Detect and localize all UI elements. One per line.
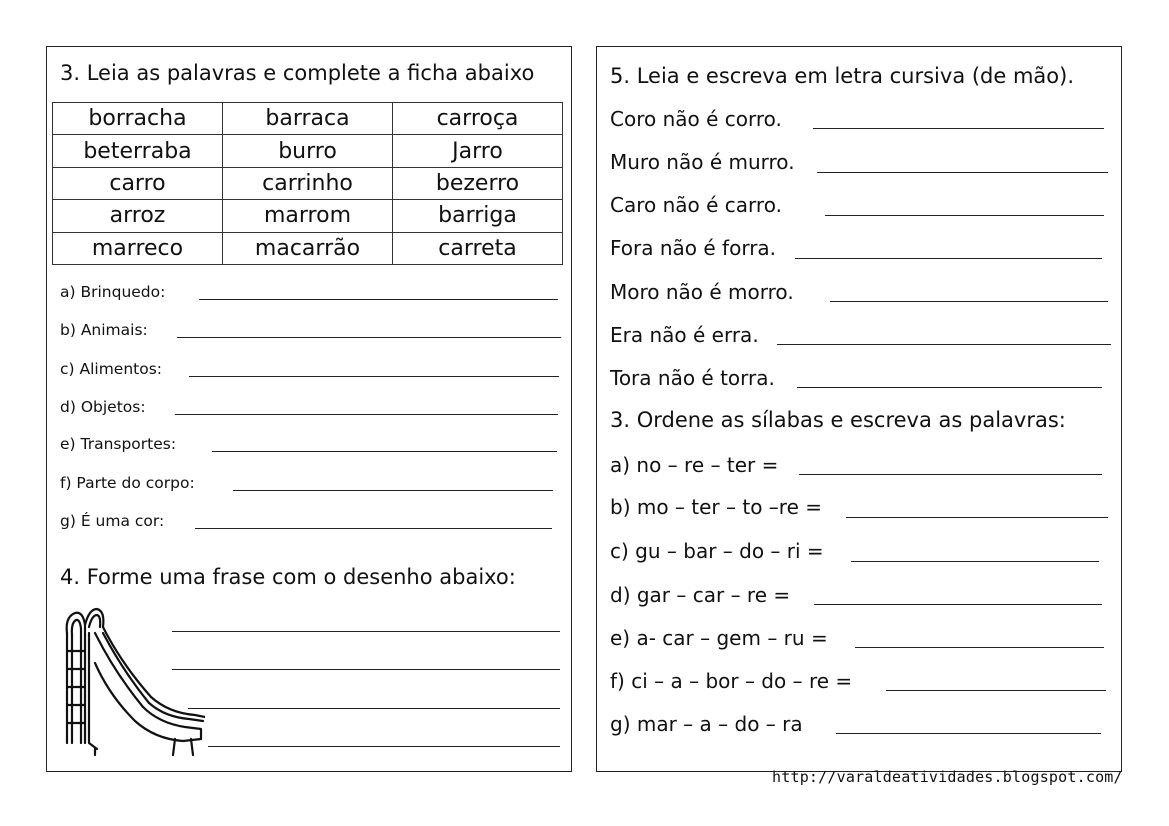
write-line-era[interactable] <box>777 344 1111 345</box>
word-cell: marreco <box>53 232 223 264</box>
word-cell: arroz <box>53 200 223 232</box>
cursive-line-coro: Coro não é corro. <box>610 107 782 131</box>
question-5-title: 5. Leia e escreva em letra cursiva (de mão). <box>610 64 1075 88</box>
write-line-fora[interactable] <box>795 258 1102 259</box>
cursive-line-fora: Fora não é forra. <box>610 236 777 260</box>
word-cell: Jarro <box>393 135 563 167</box>
syllable-line-a: a) no – re – ter = <box>610 453 779 477</box>
word-cell: beterraba <box>53 135 223 167</box>
word-cell: carroça <box>393 103 563 135</box>
answer-line-cor[interactable] <box>195 528 552 529</box>
question-3-title: 3. Leia as palavras e complete a ficha abaixo <box>60 61 535 85</box>
item-objetos: d) Objetos: <box>60 398 146 416</box>
word-table-row <box>53 103 563 135</box>
word-cell: carro <box>53 167 223 199</box>
write-line-e[interactable] <box>855 647 1104 648</box>
write-line-tora[interactable] <box>797 387 1102 388</box>
syllable-line-f: f) ci – a – bor – do – re = <box>610 669 853 693</box>
write-line-f[interactable] <box>886 690 1106 691</box>
answer-line-animais[interactable] <box>177 337 561 338</box>
word-cell: carrinho <box>223 167 393 199</box>
syllable-line-d: d) gar – car – re = <box>610 583 791 607</box>
word-cell: barraca <box>223 103 393 135</box>
sentence-line-1[interactable] <box>172 631 560 632</box>
cursive-line-moro: Moro não é morro. <box>610 280 794 304</box>
question-4-title: 4. Forme uma frase com o desenho abaixo: <box>60 565 516 589</box>
syllable-line-e: e) a- car – gem – ru = <box>610 626 828 650</box>
answer-line-alimentos[interactable] <box>189 376 559 377</box>
word-table-row <box>53 232 563 264</box>
cursive-line-era: Era não é erra. <box>610 323 759 347</box>
write-line-g[interactable] <box>836 733 1101 734</box>
word-cell: marrom <box>223 200 393 232</box>
item-animais: b) Animais: <box>60 321 148 339</box>
write-line-coro[interactable] <box>813 128 1104 129</box>
item-parte-do-corpo: f) Parte do corpo: <box>60 474 195 492</box>
word-cell: burro <box>223 135 393 167</box>
syllable-line-c: c) gu – bar – do – ri = <box>610 539 824 563</box>
word-table-row <box>53 200 563 232</box>
cursive-line-muro: Muro não é murro. <box>610 150 795 174</box>
word-table-row <box>53 135 563 167</box>
slide-drawing-icon <box>55 603 205 758</box>
blog-url[interactable]: http://varaldeatividades.blogspot.com/ <box>772 768 1123 786</box>
sentence-line-2[interactable] <box>172 669 560 670</box>
sentence-line-4[interactable] <box>208 746 560 747</box>
syllable-line-g: g) mar – a – do – ra <box>610 712 803 736</box>
item-brinquedo: a) Brinquedo: <box>60 283 166 301</box>
item-alimentos: c) Alimentos: <box>60 360 163 378</box>
write-line-d[interactable] <box>814 604 1102 605</box>
answer-line-brinquedo[interactable] <box>199 299 558 300</box>
answer-line-objetos[interactable] <box>175 414 558 415</box>
question-3b-title: 3. Ordene as sílabas e escreva as palavras: <box>610 408 1066 432</box>
right-worksheet-panel <box>596 46 1122 772</box>
word-cell: barriga <box>393 200 563 232</box>
word-cell: borracha <box>53 103 223 135</box>
write-line-c[interactable] <box>851 561 1099 562</box>
item-transportes: e) Transportes: <box>60 435 177 453</box>
cursive-line-caro: Caro não é carro. <box>610 193 782 217</box>
sentence-line-3[interactable] <box>188 708 560 709</box>
write-line-caro[interactable] <box>825 215 1104 216</box>
cursive-line-tora: Tora não é torra. <box>610 366 775 390</box>
write-line-moro[interactable] <box>830 301 1108 302</box>
item-e-uma-cor: g) É uma cor: <box>60 512 165 530</box>
word-table-row <box>53 167 563 199</box>
write-line-b[interactable] <box>846 517 1108 518</box>
word-cell: carreta <box>393 232 563 264</box>
write-line-a[interactable] <box>799 474 1102 475</box>
answer-line-parte-do-corpo[interactable] <box>233 490 553 491</box>
word-table <box>52 102 563 265</box>
word-cell: macarrão <box>223 232 393 264</box>
syllable-line-b: b) mo – ter – to –re = <box>610 495 823 519</box>
left-worksheet-panel <box>46 46 572 772</box>
answer-line-transportes[interactable] <box>212 451 557 452</box>
write-line-muro[interactable] <box>817 172 1108 173</box>
word-cell: bezerro <box>393 167 563 199</box>
